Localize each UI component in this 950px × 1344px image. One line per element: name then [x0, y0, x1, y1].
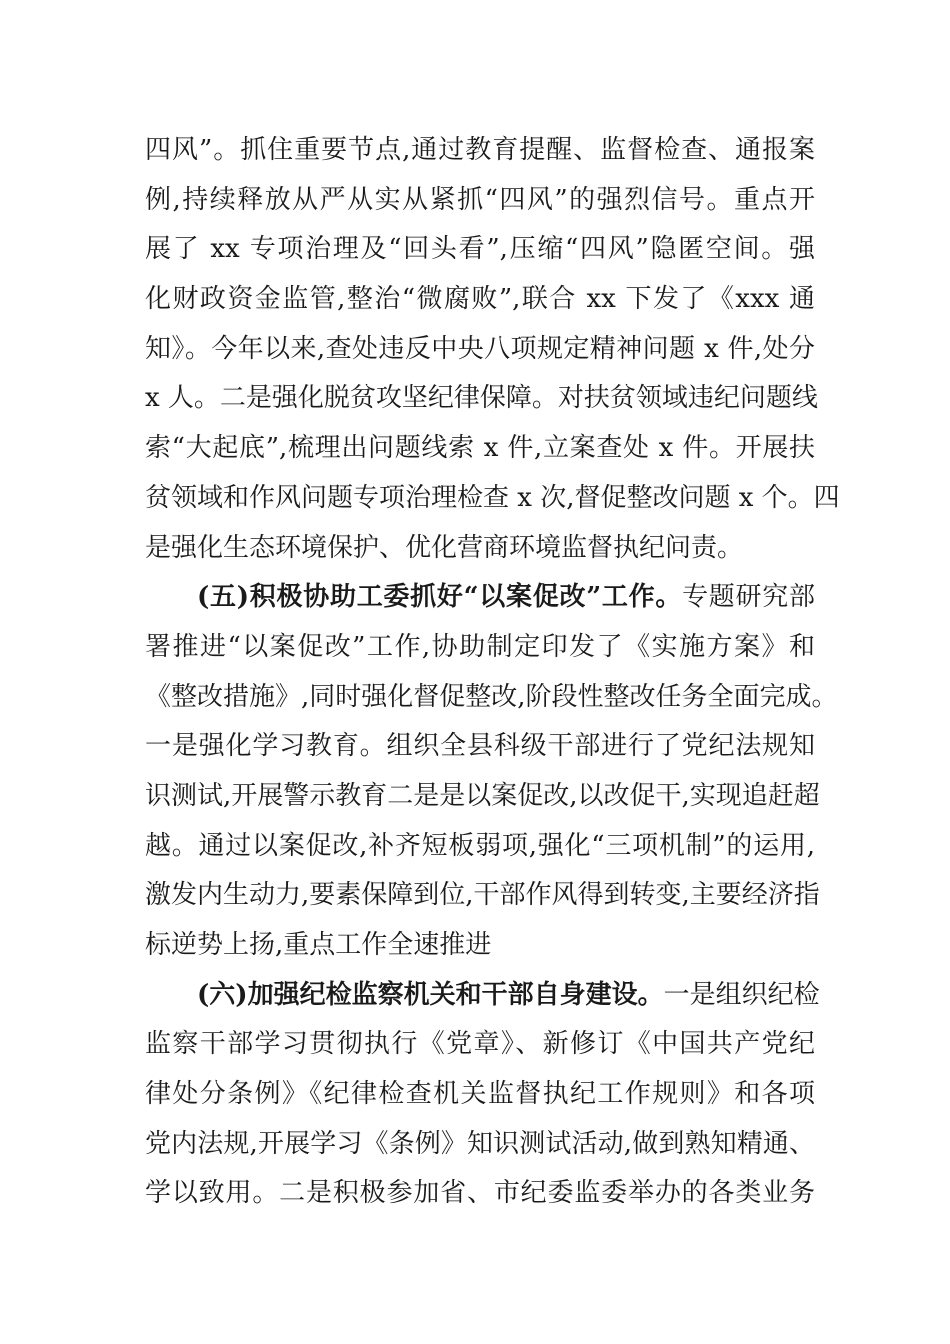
section-five-line [145, 573, 815, 623]
section-five-text: 专题研究部 [682, 582, 815, 613]
text-line: 知》。今年以来,查处违反中央八项规定精神问题 x 件,处分 [145, 333, 815, 364]
text-line: 贫领域和作风问题专项治理检查 x 次,督促整改问题 x 个。四 [145, 482, 840, 513]
section-six-line [145, 971, 820, 1021]
text-line: 识测试,开展警示教育二是是以案促改,以改促干,实现追赶超 [145, 780, 820, 811]
text-line: 四风”。抓住重要节点,通过教育提醒、监督检查、通报案 [145, 135, 815, 165]
section-six-heading: (六)加强纪检监察机关和干部自身建设。 [197, 979, 664, 1010]
section-six-text: 一是组织纪检 [663, 979, 820, 1010]
text-line: 一是强化学习教育。组织全县科级干部进行了党纪法规知 [145, 731, 815, 762]
text-line: 例,持续释放从严从实从紧抓“四风”的强烈信号。重点开 [145, 184, 815, 215]
text-line: 化财政资金监管,整治“微腐败”,联合 xx 下发了《xxx 通 [145, 284, 815, 315]
text-line: 学以致用。二是积极参加省、市纪委监委举办的各类业务 [145, 1178, 815, 1209]
text-line: 展了 xx 专项治理及“回头看”,压缩“四风”隐匿空间。强 [145, 234, 815, 265]
text-line: 是强化生态环境保护、优化营商环境监督执纪问责。 [145, 532, 744, 563]
text-line: 激发内生动力,要素保障到位,干部作风得到转变,主要经济指 [145, 880, 820, 911]
text-line: 越。通过以案促改,补齐短板弱项,强化“三项机制”的运用, [145, 830, 815, 861]
text-line: 监察干部学习贯彻执行《党章》、新修订《中国共产党纪 [145, 1029, 815, 1060]
text-line: 党内法规,开展学习《条例》知识测试活动,做到熟知精通、 [145, 1128, 815, 1159]
text-line: 索“大起底”,梳理出问题线索 x 件,立案查处 x 件。开展扶 [145, 433, 815, 464]
section-five-heading: (五)积极协助工委抓好“以案促改”工作。 [197, 582, 683, 613]
body-text [145, 126, 840, 1219]
text-line: 律处分条例》《纪律检查机关监督执纪工作规则》和各项 [145, 1079, 815, 1110]
text-line: 标逆势上扬,重点工作全速推进 [145, 930, 492, 960]
text-line: 《整改措施》,同时强化督促整改,阶段性整改任务全面完成。 [145, 681, 838, 712]
text-line: 署推进“以案促改”工作,协助制定印发了《实施方案》和 [145, 631, 815, 662]
text-line: x 人。二是强化脱贫攻坚纪律保障。对扶贫领域违纪问题线 [145, 383, 818, 414]
